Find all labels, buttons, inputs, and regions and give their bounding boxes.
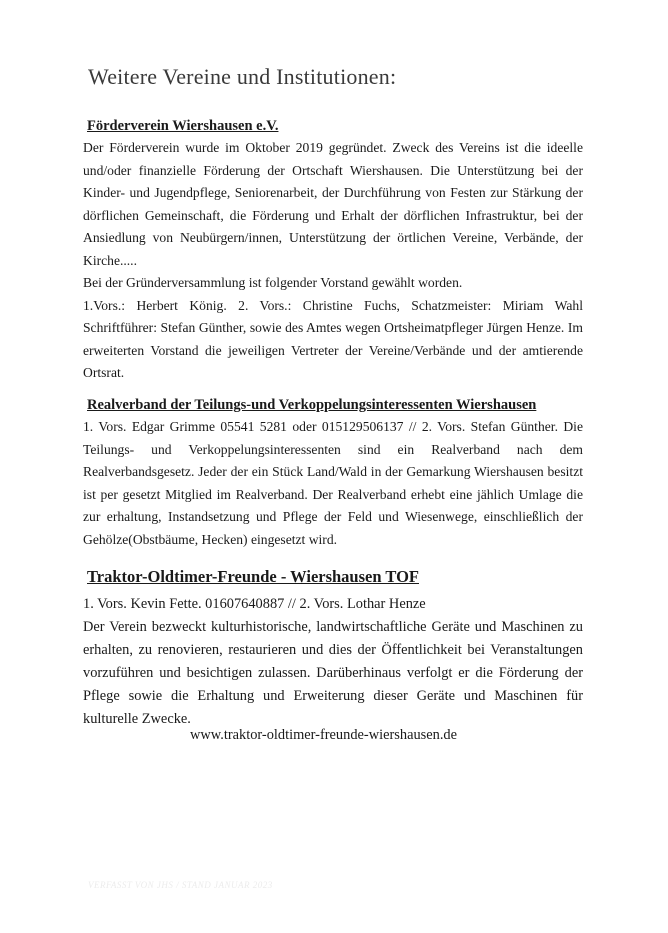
section-paragraph: Der Förderverein wurde im Oktober 2019 gegründet. Zweck des Vereins ist die ideelle und/oder finanzielle Förderung der Ortschaft Wiershausen. Die Unterstützung bei der Kinder- und Jugendpflege, Seniorenarbeit, der Durchführung von Festen zur Stärkung der dörflichen Gemeinschaft, die Förderung und Erhalt der dörflichen Infrastruktur, bei der Ansiedlung von Neubürgern/innen, Unterstützung der örtlichen Vereine, Verbände, der Kirche..... <box>83 140 583 268</box>
section-heading: Traktor-Oldtimer-Freunde - Wiershausen TOF <box>87 567 419 586</box>
website-url: www.traktor-oldtimer-freunde-wiershausen.de <box>190 727 458 743</box>
section-paragraph: 1. Vors. Edgar Grimme 05541 5281 oder 015129506137 // 2. Vors. Stefan Günther. Die Teilungs- und Verkoppelungsinteressenten sind ein Realverband nach dem Realverbandsgesetz. Jeder der ein Stück Land/Wald in der Gemarkung Wiershausen besitzt ist per gesetzt Mitglied im Realverband. Der Realverband erhebt eine jählich Umlage die zur erhaltung, Instandsetzung und Pflege der Feld und Wiesenwege, einschließlich der Gehölze(Obstbäume, Hecken) eingesetzt wird. <box>83 419 583 547</box>
footer-note: VERFASST VON JHS / STAND JANUAR 2023 <box>88 880 273 890</box>
section-traktor-oldtimer <box>83 567 583 731</box>
section-paragraph: Der Verein bezweckt kulturhistorische, landwirtschaftliche Geräte und Maschinen zu erhalten, zu renovieren, restaurieren und dies der Öffentlichkeit bei Veranstaltungen vorzuführen und besichtigen zulassen. Darüberhinaus verfolgt er die Förderung der Pflege sowie die Erhaltung und Erweiterung dieser Geräte und Maschinen für kulturelle Zwecke. <box>83 619 583 727</box>
section-heading: Realverband der Teilungs-und Verkoppelungsinteressenten Wiershausen <box>87 397 537 413</box>
section-paragraph: 1.Vors.: Herbert König. 2. Vors.: Christine Fuchs, Schatzmeister: Miriam Wahl Schriftführer: Stefan Günther, sowie des Amtes wegen Ortsheimatpfleger Jürgen Henze. Im erweiterten Vorstand die jeweiligen Vertreter der Vereine/Verbände und der amtierende Ortsrat. <box>83 297 583 380</box>
section-paragraph: Bei der Gründerversammlung ist folgender Vorstand gewählt worden. <box>83 275 463 290</box>
section-heading: Förderverein Wiershausen e.V. <box>87 118 279 134</box>
section-realverband <box>83 397 583 551</box>
section-foerderverein <box>83 118 583 385</box>
section-paragraph: 1. Vors. Kevin Fette. 01607640887 // 2. Vors. Lothar Henze <box>83 596 426 612</box>
page-title: Weitere Vereine und Institutionen: <box>88 64 397 89</box>
